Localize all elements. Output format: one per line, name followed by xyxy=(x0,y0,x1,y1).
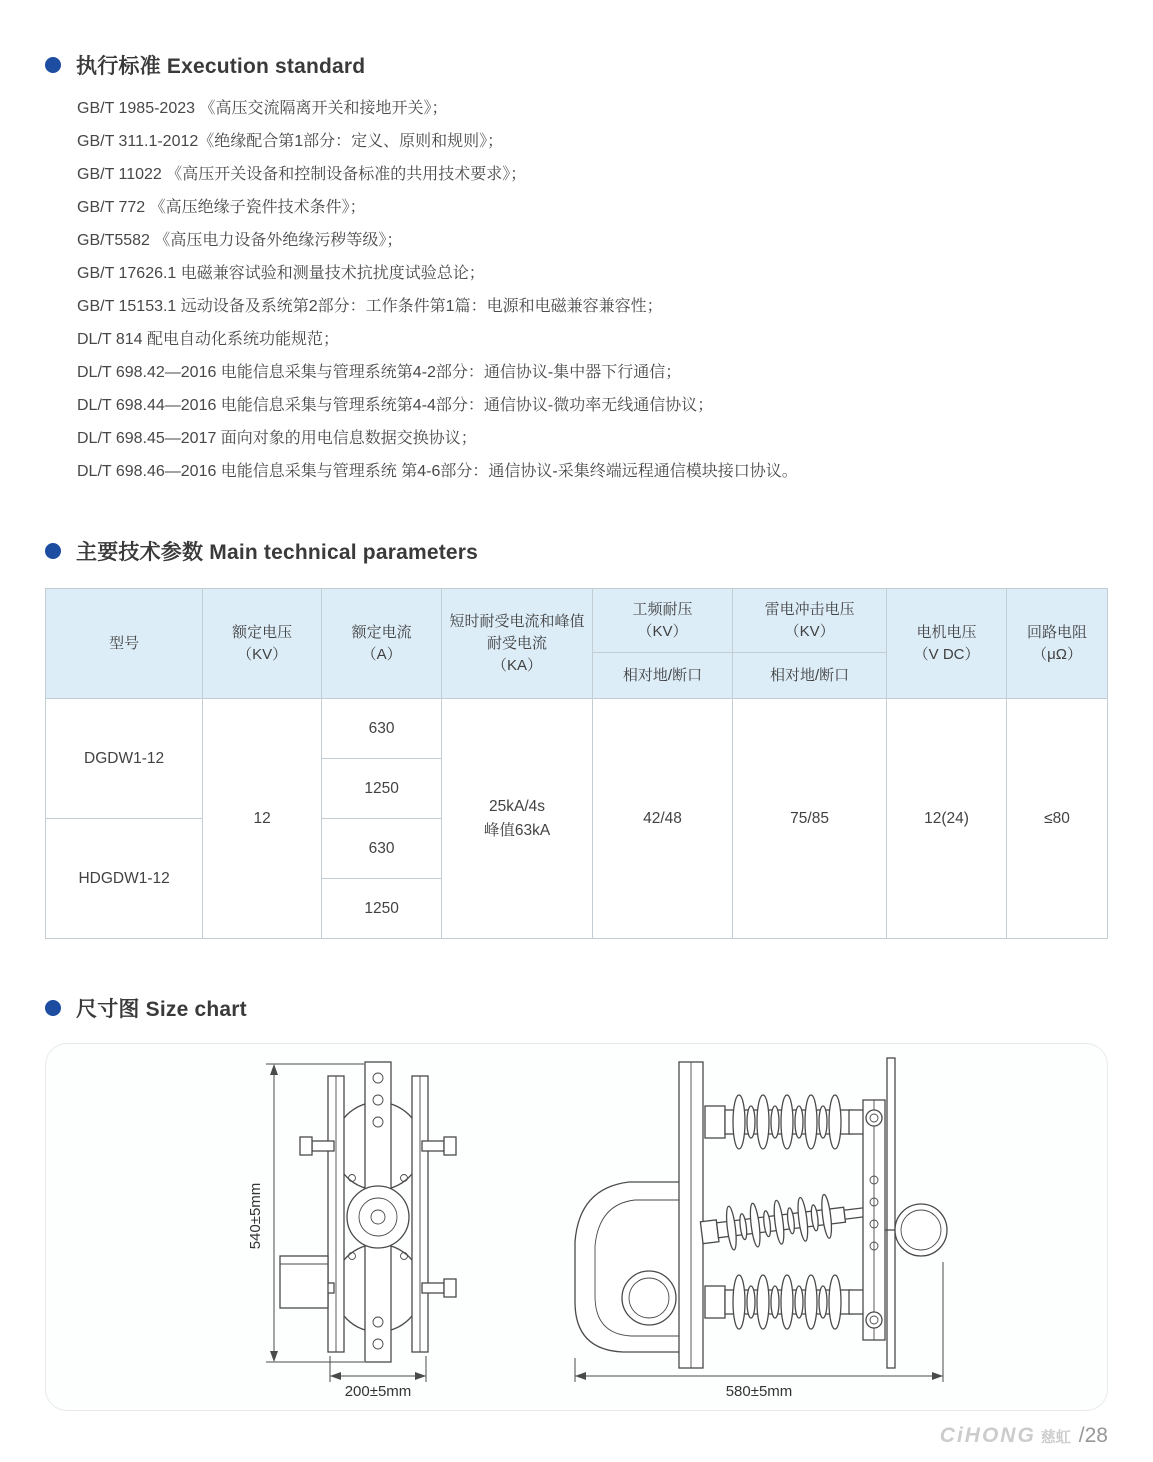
section-title-cn: 尺寸图 xyxy=(76,998,140,1021)
cell-loop-resistance: ≤80 xyxy=(1007,699,1108,939)
standard-item: GB/T 772 《高压绝缘子瓷件技术条件》； xyxy=(77,199,366,216)
col-header-power-frequency: 工频耐压 （KV） xyxy=(592,589,732,653)
standard-item: DL/T 698.45—2017 面向对象的用电信息数据交换协议； xyxy=(77,430,477,447)
standard-item: GB/T 311.1-2012《绝缘配合第1部分：定义、原则和规则》； xyxy=(77,133,504,150)
section-parameters-heading xyxy=(45,536,478,566)
bullet-icon xyxy=(45,57,61,73)
cell-model-1: DGDW1-12 xyxy=(46,699,203,819)
cell-short-time-current: 25kA/4s 峰值63kA xyxy=(442,699,593,939)
section-title-en: Size chart xyxy=(145,998,247,1021)
section-standards-heading xyxy=(45,50,365,80)
page-footer xyxy=(940,1424,1108,1448)
standard-item: GB/T 1985-2023 《高压交流隔离开关和接地开关》； xyxy=(77,100,448,117)
col-header-motor-voltage: 电机电压 （V DC） xyxy=(887,589,1007,699)
side-view-drawing xyxy=(551,1050,971,1400)
cell-motor-voltage: 12(24) xyxy=(887,699,1007,939)
col-header-rated-current: 额定电流 （A） xyxy=(322,589,442,699)
section-title xyxy=(76,993,247,1023)
size-chart-card xyxy=(45,1043,1108,1411)
dimension-label-height: 540±5mm xyxy=(247,1182,264,1250)
col-header-short-time-current: 短时耐受电流和峰值耐受电流 （KA） xyxy=(442,589,593,699)
dimension-label-width: 200±5mm xyxy=(344,1383,412,1400)
section-title-en: Execution standard xyxy=(166,55,366,78)
standards-list xyxy=(77,92,1077,488)
page-number: /28 xyxy=(1078,1424,1108,1447)
section-size-chart-heading xyxy=(45,993,247,1023)
cell-current-2: 1250 xyxy=(322,759,442,819)
brand-logo-cn: 慈虹 xyxy=(1040,1429,1071,1446)
cell-rated-voltage: 12 xyxy=(203,699,322,939)
bullet-icon xyxy=(45,1000,61,1016)
section-title-cn: 主要技术参数 xyxy=(76,541,204,564)
cell-current-3: 630 xyxy=(322,819,442,879)
subheader-phase-to-ground: 相对地/断口 xyxy=(592,653,732,699)
brand-logo: CiHONG xyxy=(939,1424,1036,1447)
standard-item: DL/T 698.42—2016 电能信息采集与管理系统第4-2部分：通信协议-集中器下行通信； xyxy=(77,364,682,381)
cell-power-frequency: 42/48 xyxy=(592,699,732,939)
col-header-model: 型号 xyxy=(46,589,203,699)
bullet-icon xyxy=(45,543,61,559)
col-header-rated-voltage: 额定电压 （KV） xyxy=(203,589,322,699)
cell-current-1: 630 xyxy=(322,699,442,759)
cell-current-4: 1250 xyxy=(322,879,442,939)
standard-item: GB/T 15153.1 远动设备及系统第2部分：工作条件第1篇：电源和电磁兼容兼容性； xyxy=(77,298,663,315)
cell-lightning-impulse: 75/85 xyxy=(733,699,887,939)
cell-model-2: HDGDW1-12 xyxy=(46,819,203,939)
dimension-label-side-width: 580±5mm xyxy=(725,1383,793,1400)
section-title xyxy=(76,536,478,566)
standard-item: DL/T 814 配电自动化系统功能规范； xyxy=(77,331,339,348)
section-title-cn: 执行标准 xyxy=(76,55,161,78)
front-view-drawing xyxy=(216,1050,536,1400)
standard-item: DL/T 698.44—2016 电能信息采集与管理系统第4-4部分：通信协议-微功率无线通信协议； xyxy=(77,397,714,414)
col-header-lightning-impulse: 雷电冲击电压 （KV） xyxy=(733,589,887,653)
standard-item: DL/T 698.46—2016 电能信息采集与管理系统 第4-6部分：通信协议-采集终端远程通信模块接口协议。 xyxy=(77,463,798,480)
section-title-en: Main technical parameters xyxy=(209,541,479,564)
standard-item: GB/T 11022 《高压开关设备和控制设备标准的共用技术要求》； xyxy=(77,166,527,183)
standard-item: GB/T 17626.1 电磁兼容试验和测量技术抗扰度试验总论； xyxy=(77,265,485,282)
standard-item: GB/T5582 《高压电力设备外绝缘污秽等级》； xyxy=(77,232,403,249)
section-title xyxy=(76,50,365,80)
subheader-phase-to-ground: 相对地/断口 xyxy=(733,653,887,699)
parameters-table xyxy=(45,588,1108,939)
col-header-loop-resistance: 回路电阻 （μΩ） xyxy=(1007,589,1108,699)
